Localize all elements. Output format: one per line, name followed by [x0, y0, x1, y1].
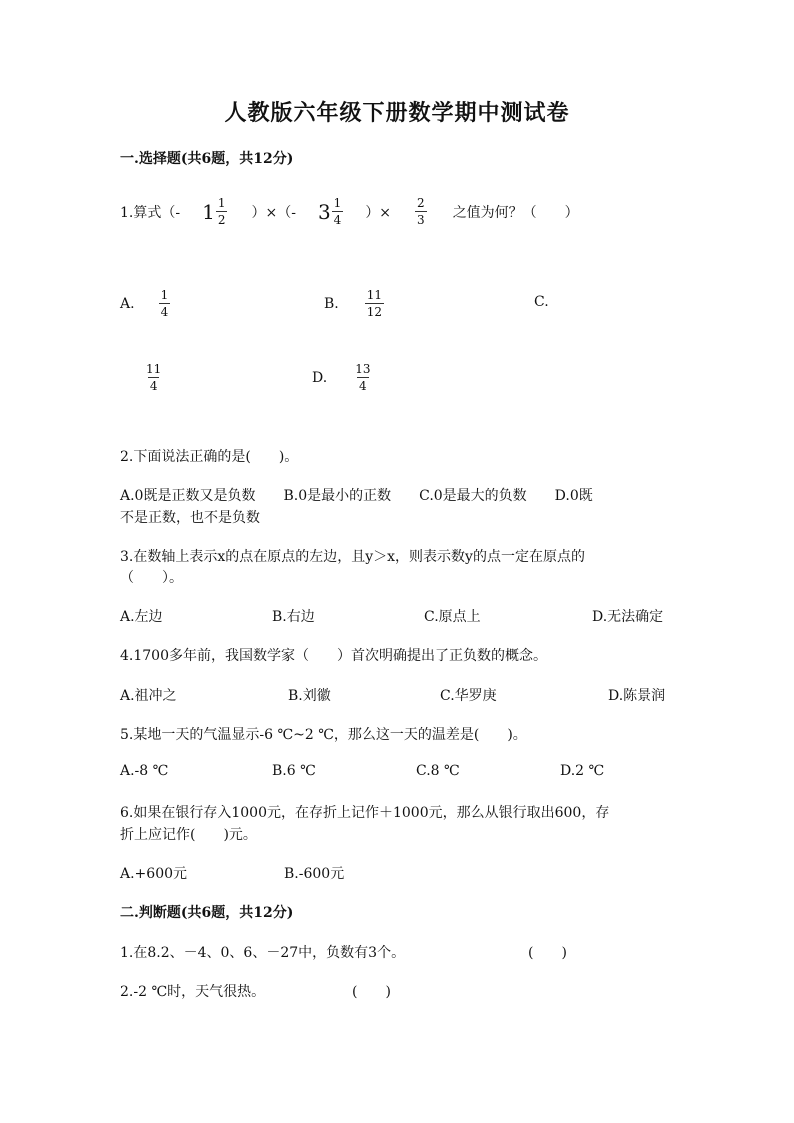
- judgment-2-answer-paren: ( ): [352, 984, 391, 1000]
- fraction: [216, 196, 228, 227]
- denominator: 3: [417, 213, 425, 227]
- option-b: B.-600元: [284, 866, 345, 882]
- option-c-value: [144, 362, 163, 393]
- mixed-whole: 1: [202, 199, 215, 224]
- judgment-2-stem: 2.-2 ℃时，天气很热。: [120, 984, 266, 1000]
- denominator: 4: [160, 305, 169, 319]
- option-label: B.: [324, 295, 339, 312]
- option-label: D.: [312, 369, 328, 386]
- fraction: [332, 196, 344, 227]
- mixed-whole: 3: [317, 199, 331, 224]
- option-b: B.刘徽: [288, 688, 331, 704]
- option-d: D.2 ℃: [560, 763, 605, 779]
- mixed-number-1: [202, 196, 227, 227]
- question-6-stem-line1: 6.如果在银行存入1000元，在存折上记作＋1000元，那么从银行取出600，存: [120, 805, 610, 821]
- section-heading-choice: 一.选择题(共6题，共12分): [120, 151, 294, 167]
- question-2-options-line2: 不是正数，也不是负数: [120, 510, 260, 526]
- question-2-stem: 2.下面说法正确的是( )。: [120, 449, 299, 465]
- q1-prefix: 1.算式（-: [120, 204, 181, 221]
- numerator: 11: [366, 288, 383, 302]
- denominator: 4: [333, 213, 342, 227]
- option-c: C.8 ℃: [416, 763, 460, 779]
- numerator: 1: [160, 288, 169, 302]
- q1-mid1: ）×（-: [251, 204, 296, 221]
- q1-mid2: ）×: [365, 204, 392, 221]
- question-2-options-line1: A.0既是正数又是负数 B.0是最小的正数 C.0是最大的负数 D.0既: [120, 488, 593, 504]
- q1-suffix: 之值为何？（ ）: [452, 204, 579, 221]
- denominator: 4: [149, 379, 158, 393]
- numerator: 2: [417, 196, 425, 210]
- option-d: D.陈景润: [608, 688, 666, 704]
- question-3-stem-line2: （ ）。: [120, 570, 183, 586]
- option-d: D.无法确定: [592, 609, 664, 625]
- numerator: 1: [333, 196, 342, 210]
- question-6-stem-line2: 折上应记作( )元。: [120, 827, 257, 843]
- denominator: 2: [217, 213, 226, 227]
- question-5-stem: 5.某地一天的气温显示-6 ℃~2 ℃，那么这一天的温差是( )。: [120, 727, 527, 743]
- numerator: 11: [146, 362, 162, 376]
- option-b: [324, 288, 384, 319]
- numerator: 1: [217, 196, 226, 210]
- option-b: B.6 ℃: [272, 763, 316, 779]
- fraction: [365, 288, 384, 319]
- judgment-1-stem: 1.在8.2、－4、0、6、－27中，负数有3个。: [120, 945, 406, 961]
- question-4-stem: 4.1700多年前，我国数学家（ ）首次明确提出了正负数的概念。: [120, 648, 547, 664]
- numerator: 13: [355, 362, 371, 376]
- fraction: [159, 288, 171, 319]
- fraction: [353, 362, 372, 393]
- judgment-1-answer-paren: ( ): [528, 945, 567, 961]
- option-c: C.原点上: [424, 609, 481, 625]
- option-a: A.祖冲之: [120, 688, 177, 704]
- mixed-number-2: [318, 196, 343, 227]
- option-a: [120, 288, 170, 319]
- fraction: [415, 196, 427, 227]
- option-a: A.-8 ℃: [120, 763, 169, 779]
- question-1-stem: [120, 196, 579, 227]
- page-title: 人教版六年级下册数学期中测试卷: [224, 100, 570, 126]
- fraction: [144, 362, 163, 393]
- denominator: 4: [359, 379, 367, 393]
- section-heading-judgment: 二.判断题(共6题，共12分): [120, 905, 294, 921]
- option-a: A.+600元: [120, 866, 188, 882]
- denominator: 12: [366, 305, 383, 319]
- option-c-label: C.: [534, 294, 549, 310]
- option-label: A.: [120, 295, 135, 312]
- option-c: C.华罗庚: [440, 688, 497, 704]
- option-a: A.左边: [120, 609, 163, 625]
- option-d: [312, 362, 372, 393]
- option-b: B.右边: [272, 609, 315, 625]
- question-3-stem-line1: 3.在数轴上表示x的点在原点的左边，且y＞x，则表示数y的点一定在原点的: [120, 549, 585, 565]
